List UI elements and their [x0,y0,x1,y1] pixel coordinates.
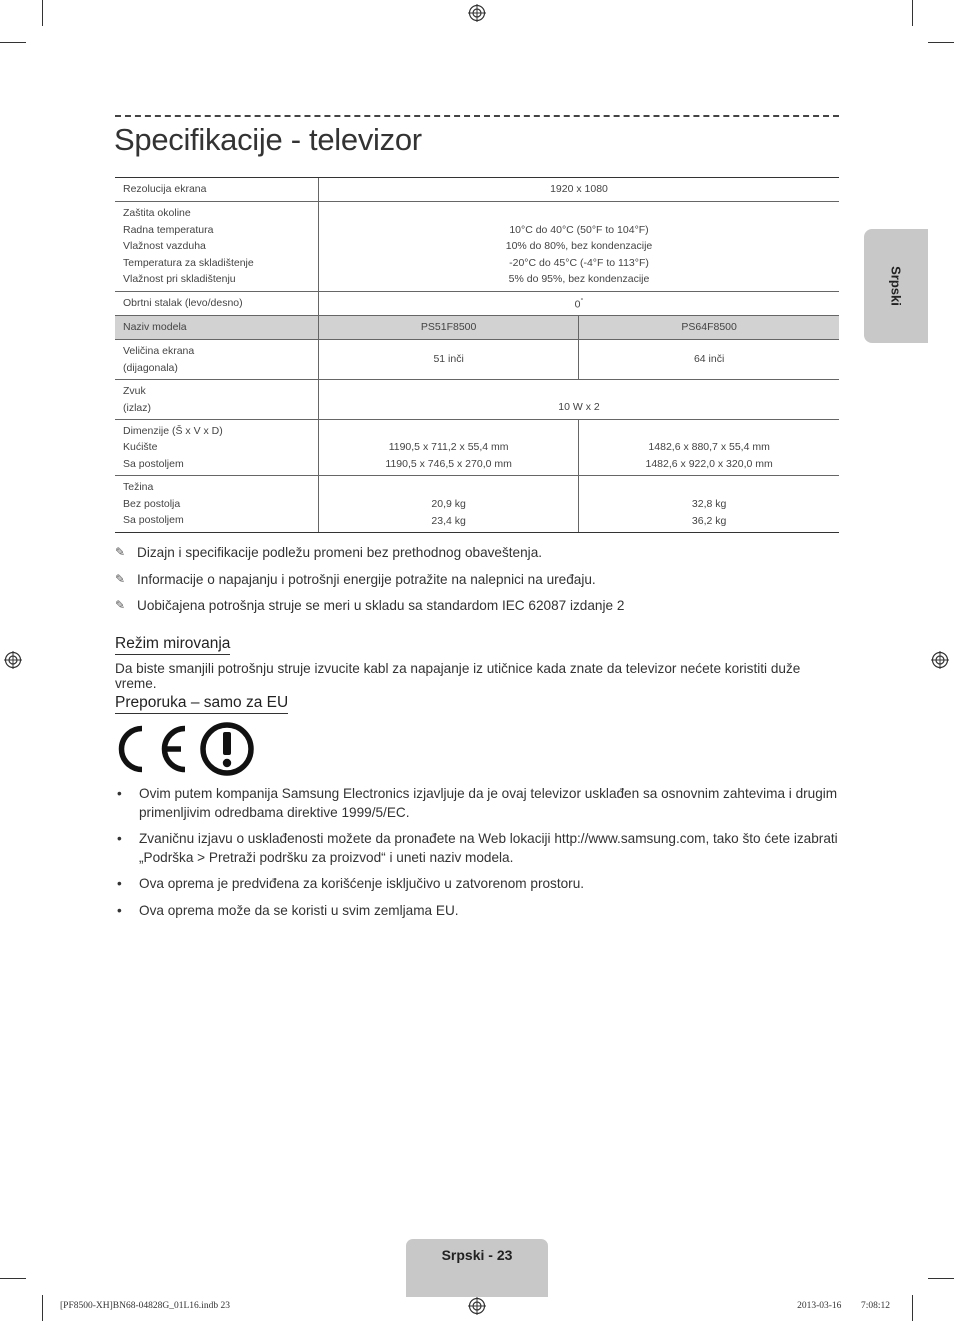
table-row [115,292,839,316]
label-line: Bez postolja [123,497,181,510]
language-side-tab [864,229,928,343]
value-line: 10°C do 40°C (50°F to 104°F) [509,223,649,236]
label-line: Vlažnost vazduha [123,240,206,253]
table-row [115,420,839,476]
row-label [115,202,319,292]
table-row [115,476,839,533]
value-line: 23,4 kg [431,514,466,527]
label-line: Veličina ekrana [123,345,195,357]
row-label: Obrtni stalak (levo/desno) [115,292,319,316]
label-line: Vlažnost pri skladištenju [123,273,236,286]
label-line: Temperatura za skladištenje [123,256,254,269]
label-line: Kućište [123,441,158,454]
label-line: Radna temperatura [123,223,214,236]
label-line: Zvuk [123,385,146,397]
crop-mark [928,42,954,43]
value-line: -20°C do 45°C (-4°F to 113°F) [509,256,649,269]
crop-mark [42,1295,43,1321]
row-value [319,420,579,476]
value-line: 36,2 kg [691,514,727,527]
standby-text: Da biste smanjili potrošnju struje izvucite kabl za napajanje iz utičnice kada znate da televizor nećete koristiti duže vreme. [115,661,801,691]
row-label: Naziv modela [115,316,319,340]
table-row [115,178,839,202]
row-label [115,476,319,533]
model-a-header: PS51F8500 [319,316,579,340]
value-line: 1482,6 x 922,0 x 320,0 mm [645,457,773,470]
spec-table [115,177,839,533]
label-line: Dimenzije (Š x V x D) [123,424,223,437]
registration-mark-icon [931,651,949,669]
ce-mark-icon [115,722,191,776]
crop-mark [0,1278,26,1279]
footer-file-info: [PF8500-XH]BN68-04828G_01L16.indb 23 [60,1301,230,1311]
model-b-header: PS64F8500 [579,316,839,340]
note-text: Dizajn i specifikacije podležu promeni bez prethodnog obaveštenja. [137,545,543,560]
title-dashed-rule [115,115,839,117]
table-row [115,340,839,380]
eu-heading: Preporuka – samo za EU [115,694,288,714]
registration-mark-icon [468,1297,486,1315]
label-line: Sa postoljem [123,514,184,527]
page-number-tab [406,1239,548,1297]
table-row [115,316,839,340]
crop-mark [42,0,43,26]
row-value [319,292,840,316]
row-value [319,202,840,292]
value-line: 20,9 kg [431,498,466,510]
row-value [579,476,839,533]
crop-mark [912,1295,913,1321]
label-line: Sa postoljem [123,457,184,470]
note-pencil-icon: ✎ [115,598,126,612]
standby-heading: Režim mirovanja [115,635,230,655]
certification-logos [115,722,255,776]
page-number-label: Srpski - 23 [441,1247,513,1263]
degree-unit: ° [580,298,584,305]
notes-list [115,545,835,625]
note-item [115,545,835,572]
registration-mark-icon [4,651,22,669]
value-line: 1190,5 x 746,5 x 270,0 mm [385,457,512,470]
crop-mark [912,0,913,26]
list-item: • Ovim putem kompanija Samsung Electronics izjavljuje da je ovaj televizor usklađen sa osnovnim zahtevima i drugim primenljivim odredbama direktive 1999/5/EC. [115,785,839,822]
note-pencil-icon: ✎ [115,545,126,559]
note-item [115,598,835,625]
row-value: 64 inči [579,340,839,380]
value-line: 1190,5 x 711,2 x 55,4 mm [388,441,509,453]
row-value: 1920 x 1080 [319,178,840,202]
label-line: Težina [123,481,154,494]
row-value [319,476,579,533]
note-item [115,572,835,599]
crop-mark [928,1278,954,1279]
language-side-tab-label: Srpski [888,266,904,306]
value-line: 1482,6 x 880,7 x 55,4 mm [648,441,770,453]
value-line: 32,8 kg [691,498,727,510]
note-text: Informacije o napajanju i potrošnji energije potražite na nalepnici na uređaju. [137,571,596,587]
registration-mark-icon [468,4,486,22]
crop-mark [0,42,26,43]
row-value: 10 W x 2 [319,380,840,420]
row-label [115,420,319,476]
label-line: (dijagonala) [123,361,178,374]
alert-circle-icon [199,721,255,777]
footer-timestamp: 2013-03-16 ￿￿ 7:08:12 [797,1301,890,1311]
row-value: 51 inči [319,340,579,380]
list-item: • Zvaničnu izjavu o usklađenosti možete da pronađete na Web lokaciji http://www.samsung.com, tako što ćete izabrati „Podrška > Pretraži podršku za proizvod“ i uneti naziv modela. [115,830,839,867]
label-line: (izlaz) [123,401,151,414]
note-pencil-icon: ✎ [115,571,126,586]
value-line: 5% do 95%, bez kondenzacije [508,273,650,285]
row-label [115,340,319,380]
label-line: Zaštita okoline [123,207,191,220]
eu-bullet-list [115,785,839,928]
table-row [115,380,839,420]
list-item: • Ova oprema može da se koristi u svim zemljama EU. [115,902,839,921]
row-label: Rezolucija ekrana [115,178,319,202]
note-text: Uobičajena potrošnja struje se meri u skladu sa standardom IEC 62087 izdanje 2 [137,598,625,613]
table-row [115,202,839,292]
row-value [579,420,839,476]
swivel-value: 0 [574,298,581,311]
page-title: Specifikacije - televizor [114,122,422,157]
list-item: • Ova oprema je predviđena za korišćenje isključivo u zatvorenom prostoru. [115,875,839,894]
row-label [115,380,319,420]
value-line: 10% do 80%, bez kondenzacije [505,240,653,252]
